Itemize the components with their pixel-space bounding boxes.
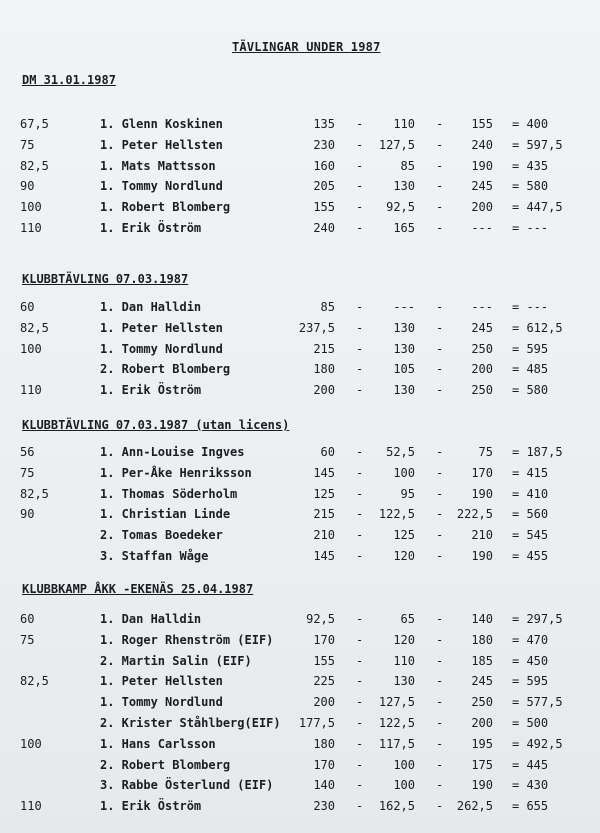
separator-dash: - <box>356 300 364 314</box>
squat-result: 225 <box>313 674 335 689</box>
total-result: = 435 <box>512 158 549 173</box>
separator-dash: - <box>356 736 364 751</box>
result-row <box>0 159 600 177</box>
result-row <box>0 300 600 318</box>
total-result: = 470 <box>512 632 549 647</box>
separator-dash: - <box>436 736 444 751</box>
weight-class: 60 <box>20 612 35 626</box>
deadlift-result: 75 <box>478 445 493 459</box>
separator-dash: - <box>356 778 364 793</box>
weight-class: 60 <box>20 300 35 314</box>
athlete-name: 1. Tommy Nordlund <box>100 695 223 710</box>
section-heading: KLUBBTÄVLING 07.03.1987 <box>22 272 189 286</box>
separator-dash: - <box>436 383 444 398</box>
result-row <box>0 674 600 692</box>
separator-dash: - <box>356 465 364 480</box>
squat-result: 237,5 <box>298 320 335 335</box>
result-row <box>0 549 600 567</box>
result-row <box>0 716 600 734</box>
weight-class: 75 <box>20 137 35 152</box>
bench-result: 127,5 <box>378 695 415 710</box>
result-row <box>0 737 600 755</box>
athlete-name: 1. Erik Öström <box>100 383 202 398</box>
weight-class: 90 <box>20 507 35 522</box>
separator-dash: - <box>356 632 364 647</box>
separator-dash: - <box>356 137 364 152</box>
separator-dash: - <box>436 612 444 626</box>
separator-dash: - <box>436 158 444 173</box>
squat-result: 170 <box>313 757 335 772</box>
deadlift-result: 190 <box>471 486 493 501</box>
separator-dash: - <box>356 320 364 335</box>
squat-result: 205 <box>313 179 335 194</box>
squat-result: 135 <box>313 117 335 131</box>
section-heading: KLUBBTÄVLING 07.03.1987 (utan licens) <box>22 418 290 432</box>
result-row <box>0 200 600 218</box>
bench-result: 165 <box>393 221 415 235</box>
separator-dash: - <box>436 674 444 689</box>
deadlift-result: 190 <box>471 158 493 173</box>
separator-dash: - <box>356 158 364 173</box>
separator-dash: - <box>436 179 444 194</box>
weight-class: 82,5 <box>20 158 49 173</box>
deadlift-result: 200 <box>471 716 493 730</box>
total-result: = 187,5 <box>512 445 563 459</box>
weight-class: 100 <box>20 736 42 751</box>
result-row <box>0 633 600 651</box>
result-row <box>0 321 600 339</box>
total-result: = 577,5 <box>512 695 563 710</box>
separator-dash: - <box>436 757 444 772</box>
result-row <box>0 445 600 463</box>
total-result: = 580 <box>512 383 549 398</box>
total-result: = 655 <box>512 799 549 814</box>
separator-dash: - <box>356 799 364 814</box>
athlete-name: 1. Peter Hellsten <box>100 137 223 152</box>
squat-result: 155 <box>313 653 335 668</box>
separator-dash: - <box>436 300 444 314</box>
deadlift-result: 210 <box>471 528 493 543</box>
bench-result: 130 <box>393 383 415 398</box>
total-result: = 492,5 <box>512 736 563 751</box>
deadlift-result: 155 <box>471 117 493 131</box>
total-result: = 445 <box>512 757 549 772</box>
separator-dash: - <box>436 486 444 501</box>
bench-result: 130 <box>393 320 415 335</box>
separator-dash: - <box>436 341 444 356</box>
bench-result: 110 <box>393 117 415 131</box>
deadlift-result: --- <box>471 300 493 314</box>
bench-result: 100 <box>393 465 415 480</box>
deadlift-result: 190 <box>471 549 493 563</box>
squat-result: 180 <box>313 362 335 377</box>
bench-result: 125 <box>393 528 415 543</box>
section-heading: DM 31.01.1987 <box>22 73 116 87</box>
deadlift-result: 250 <box>471 341 493 356</box>
bench-result: 120 <box>393 549 415 563</box>
result-row <box>0 695 600 713</box>
athlete-name: 1. Dan Halldin <box>100 300 202 314</box>
bench-result: 117,5 <box>378 736 415 751</box>
deadlift-result: 170 <box>471 465 493 480</box>
squat-result: 170 <box>313 632 335 647</box>
separator-dash: - <box>436 632 444 647</box>
separator-dash: - <box>356 179 364 194</box>
athlete-name: 3. Staffan Wåge <box>100 549 209 563</box>
squat-result: 85 <box>320 300 335 314</box>
total-result: = 545 <box>512 528 549 543</box>
athlete-name: 3. Rabbe Österlund (EIF) <box>100 778 274 793</box>
weight-class: 100 <box>20 341 42 356</box>
deadlift-result: 250 <box>471 383 493 398</box>
result-row <box>0 654 600 672</box>
athlete-name: 2. Tomas Boedeker <box>100 528 223 543</box>
squat-result: 200 <box>313 383 335 398</box>
separator-dash: - <box>356 716 364 730</box>
squat-result: 92,5 <box>306 612 335 626</box>
squat-result: 230 <box>313 799 335 814</box>
squat-result: 145 <box>313 549 335 563</box>
squat-result: 160 <box>313 158 335 173</box>
squat-result: 215 <box>313 341 335 356</box>
bench-result: 110 <box>393 653 415 668</box>
result-row <box>0 528 600 546</box>
deadlift-result: 200 <box>471 362 493 377</box>
bench-result: 65 <box>400 612 415 626</box>
squat-result: 200 <box>313 695 335 710</box>
bench-result: 85 <box>400 158 415 173</box>
separator-dash: - <box>436 465 444 480</box>
athlete-name: 1. Mats Mattsson <box>100 158 216 173</box>
athlete-name: 1. Erik Öström <box>100 221 202 235</box>
squat-result: 177,5 <box>298 716 335 730</box>
deadlift-result: 175 <box>471 757 493 772</box>
athlete-name: 1. Thomas Söderholm <box>100 486 238 501</box>
bench-result: 92,5 <box>386 200 415 215</box>
bench-result: 162,5 <box>378 799 415 814</box>
weight-class: 82,5 <box>20 486 49 501</box>
separator-dash: - <box>356 528 364 543</box>
result-row <box>0 179 600 197</box>
bench-result: 130 <box>393 341 415 356</box>
separator-dash: - <box>436 362 444 377</box>
total-result: = 297,5 <box>512 612 563 626</box>
squat-result: 180 <box>313 736 335 751</box>
result-row <box>0 383 600 401</box>
bench-result: 120 <box>393 632 415 647</box>
separator-dash: - <box>356 445 364 459</box>
weight-class: 110 <box>20 383 42 398</box>
bench-result: 130 <box>393 674 415 689</box>
weight-class: 75 <box>20 632 35 647</box>
separator-dash: - <box>436 549 444 563</box>
separator-dash: - <box>436 445 444 459</box>
total-result: = 595 <box>512 674 549 689</box>
weight-class: 56 <box>20 445 35 459</box>
separator-dash: - <box>356 653 364 668</box>
total-result: = 447,5 <box>512 200 563 215</box>
squat-result: 60 <box>320 445 335 459</box>
athlete-name: 1. Ann-Louise Ingves <box>100 445 245 459</box>
separator-dash: - <box>436 200 444 215</box>
athlete-name: 2. Martin Salin (EIF) <box>100 653 252 668</box>
deadlift-result: 245 <box>471 674 493 689</box>
total-result: = 400 <box>512 117 549 131</box>
athlete-name: 1. Glenn Koskinen <box>100 117 223 131</box>
athlete-name: 2. Robert Blomberg <box>100 362 231 377</box>
squat-result: 240 <box>313 221 335 235</box>
deadlift-result: 222,5 <box>456 507 493 522</box>
separator-dash: - <box>356 674 364 689</box>
result-row <box>0 362 600 380</box>
total-result: = 450 <box>512 653 549 668</box>
deadlift-result: 240 <box>471 137 493 152</box>
bench-result: 122,5 <box>378 507 415 522</box>
separator-dash: - <box>436 695 444 710</box>
athlete-name: 1. Hans Carlsson <box>100 736 216 751</box>
athlete-name: 1. Per-Åke Henriksson <box>100 465 252 480</box>
weight-class: 82,5 <box>20 674 49 689</box>
separator-dash: - <box>436 799 444 814</box>
deadlift-result: 250 <box>471 695 493 710</box>
deadlift-result: 140 <box>471 612 493 626</box>
bench-result: 130 <box>393 179 415 194</box>
result-row <box>0 487 600 505</box>
deadlift-result: 190 <box>471 778 493 793</box>
result-row <box>0 342 600 360</box>
result-row <box>0 612 600 630</box>
separator-dash: - <box>356 486 364 501</box>
separator-dash: - <box>356 117 364 131</box>
athlete-name: 1. Tommy Nordlund <box>100 341 223 356</box>
separator-dash: - <box>436 528 444 543</box>
weight-class: 90 <box>20 179 35 194</box>
separator-dash: - <box>356 757 364 772</box>
result-row <box>0 758 600 776</box>
athlete-name: 1. Erik Öström <box>100 799 202 814</box>
result-row <box>0 507 600 525</box>
separator-dash: - <box>436 117 444 131</box>
bench-result: 127,5 <box>378 137 415 152</box>
bench-result: 52,5 <box>386 445 415 459</box>
weight-class: 110 <box>20 799 42 814</box>
result-row <box>0 799 600 817</box>
result-row <box>0 138 600 156</box>
total-result: = 580 <box>512 179 549 194</box>
section-heading: KLUBBKAMP ÅKK -EKENÄS 25.04.1987 <box>22 582 254 596</box>
separator-dash: - <box>356 341 364 356</box>
total-result: = 430 <box>512 778 549 793</box>
athlete-name: 1. Peter Hellsten <box>100 320 223 335</box>
bench-result: 100 <box>393 757 415 772</box>
separator-dash: - <box>436 716 444 730</box>
separator-dash: - <box>356 612 364 626</box>
squat-result: 230 <box>313 137 335 152</box>
deadlift-result: 185 <box>471 653 493 668</box>
squat-result: 140 <box>313 778 335 793</box>
total-result: = 410 <box>512 486 549 501</box>
bench-result: --- <box>393 300 415 314</box>
result-row <box>0 778 600 796</box>
total-result: = 455 <box>512 549 549 563</box>
separator-dash: - <box>436 507 444 522</box>
separator-dash: - <box>436 320 444 335</box>
separator-dash: - <box>356 221 364 235</box>
athlete-name: 2. Krister Ståhlberg(EIF) <box>100 716 281 730</box>
athlete-name: 1. Tommy Nordlund <box>100 179 223 194</box>
separator-dash: - <box>356 507 364 522</box>
squat-result: 145 <box>313 465 335 480</box>
separator-dash: - <box>356 695 364 710</box>
weight-class: 67,5 <box>20 117 49 131</box>
result-row <box>0 466 600 484</box>
bench-result: 122,5 <box>378 716 415 730</box>
separator-dash: - <box>356 383 364 398</box>
deadlift-result: --- <box>471 221 493 235</box>
athlete-name: 1. Christian Linde <box>100 507 231 522</box>
total-result: = 612,5 <box>512 320 563 335</box>
separator-dash: - <box>436 653 444 668</box>
athlete-name: 1. Peter Hellsten <box>100 674 223 689</box>
separator-dash: - <box>436 137 444 152</box>
deadlift-result: 180 <box>471 632 493 647</box>
total-result: = 597,5 <box>512 137 563 152</box>
weight-class: 100 <box>20 200 42 215</box>
total-result: = 560 <box>512 507 549 522</box>
squat-result: 155 <box>313 200 335 215</box>
squat-result: 125 <box>313 486 335 501</box>
deadlift-result: 245 <box>471 320 493 335</box>
squat-result: 215 <box>313 507 335 522</box>
total-result: = 500 <box>512 716 549 730</box>
athlete-name: 1. Robert Blomberg <box>100 200 231 215</box>
result-row <box>0 221 600 239</box>
bench-result: 100 <box>393 778 415 793</box>
deadlift-result: 195 <box>471 736 493 751</box>
result-row <box>0 117 600 135</box>
weight-class: 75 <box>20 465 35 480</box>
weight-class: 82,5 <box>20 320 49 335</box>
separator-dash: - <box>436 778 444 793</box>
athlete-name: 2. Robert Blomberg <box>100 757 231 772</box>
total-result: = --- <box>512 221 549 235</box>
separator-dash: - <box>436 221 444 235</box>
total-result: = --- <box>512 300 549 314</box>
bench-result: 105 <box>393 362 415 377</box>
total-result: = 415 <box>512 465 549 480</box>
squat-result: 210 <box>313 528 335 543</box>
deadlift-result: 245 <box>471 179 493 194</box>
total-result: = 485 <box>512 362 549 377</box>
weight-class: 110 <box>20 221 42 235</box>
deadlift-result: 262,5 <box>456 799 493 814</box>
athlete-name: 1. Dan Halldin <box>100 612 202 626</box>
separator-dash: - <box>356 362 364 377</box>
separator-dash: - <box>356 200 364 215</box>
athlete-name: 1. Roger Rhenström (EIF) <box>100 632 274 647</box>
page-title: TÄVLINGAR UNDER 1987 <box>232 40 381 54</box>
deadlift-result: 200 <box>471 200 493 215</box>
total-result: = 595 <box>512 341 549 356</box>
separator-dash: - <box>356 549 364 563</box>
bench-result: 95 <box>400 486 415 501</box>
